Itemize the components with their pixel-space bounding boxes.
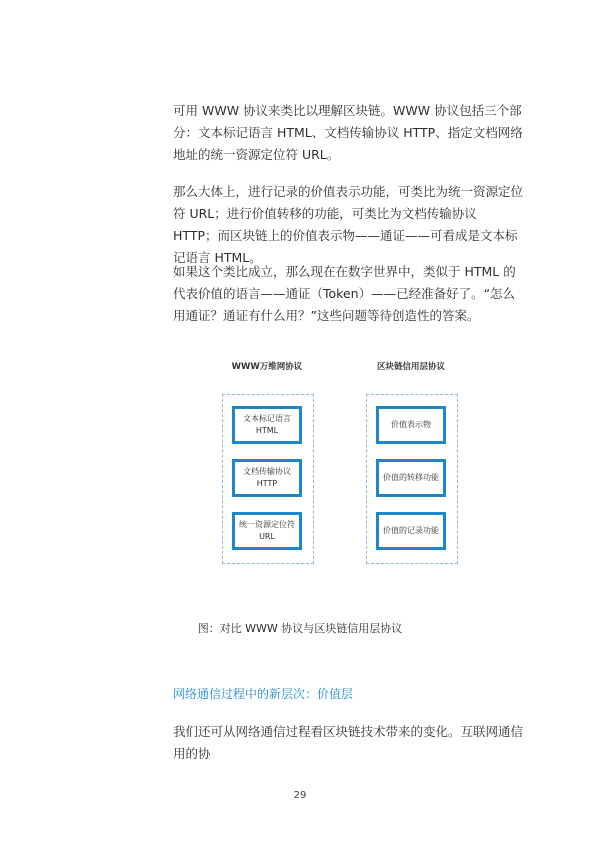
- paragraph-1: 可用 WWW 协议来类比以理解区块链。WWW 协议包括三个部分：文本标记语言 HTML、文档传输协议 HTTP、指定文档网络地址的统一资源定位符 URL。: [173, 103, 523, 162]
- blockchain-column-title: 区块链信用层协议: [376, 362, 445, 372]
- http-box: [232, 459, 302, 497]
- value-record-label: 价值的记录功能: [383, 526, 439, 535]
- section-heading: 网络通信过程中的新层次：价值层: [173, 687, 354, 701]
- html-box-label: 文本标记语言: [243, 414, 291, 423]
- url-box-label: 统一资源定位符: [239, 520, 295, 529]
- url-box: [232, 512, 302, 550]
- html-box: [232, 406, 302, 444]
- www-column: [222, 394, 314, 564]
- value-record-box: [376, 512, 446, 550]
- http-box-sublabel: HTTP: [256, 479, 278, 488]
- value-representation-box: [376, 406, 446, 444]
- value-representation-label: 价值表示物: [391, 420, 431, 429]
- value-transfer-label: 价值的转移功能: [383, 473, 439, 482]
- value-transfer-box: [376, 459, 446, 497]
- figure-caption: 图：对比 WWW 协议与区块链信用层协议: [197, 622, 403, 635]
- www-column-title: WWW万维网协议: [231, 362, 303, 372]
- page-number: 29: [293, 790, 307, 801]
- paragraph-2: 那么大体上，进行记录的价值表示功能，可类比为统一资源定位符 URL；进行价值转移的功能，可类比为文档传输协议 HTTP；而区块链上的价值表示物——通证——可看成是文本标记语言 HTML。: [173, 184, 524, 265]
- blockchain-column: [366, 394, 458, 564]
- html-box-sublabel: HTML: [255, 426, 279, 435]
- url-box-sublabel: URL: [259, 532, 275, 541]
- http-box-label: 文档传输协议: [243, 467, 291, 476]
- paragraph-3: 如果这个类比成立，那么现在在数字世界中，类似于 HTML 的代表价值的语言——通证（Token）——已经准备好了。“怎么用通证？通证有什么用？”这些问题等待创造性的答案。: [173, 264, 516, 323]
- section-paragraph: 我们还可从网络通信过程看区块链技术带来的变化。互联网通信用的协: [173, 724, 524, 761]
